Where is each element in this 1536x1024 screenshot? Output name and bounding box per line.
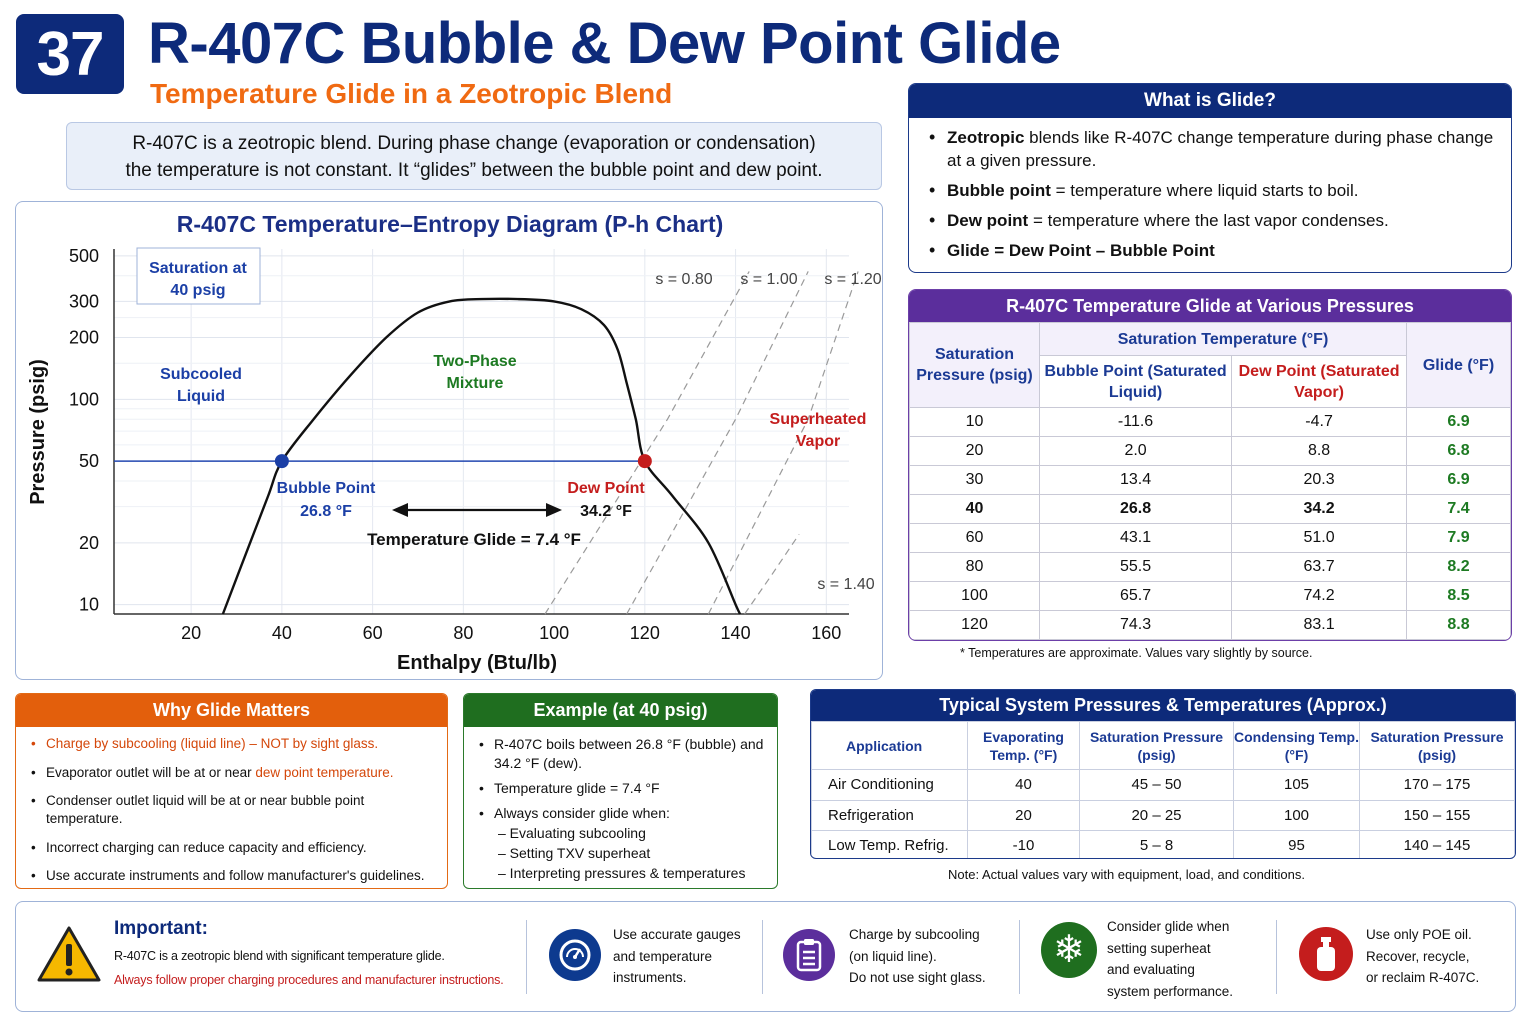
- why-glide-matters-box: [15, 693, 448, 889]
- page-subtitle: Temperature Glide in a Zeotropic Blend: [150, 78, 673, 109]
- what-is-glide-title: What is Glide?: [909, 84, 1511, 118]
- y-tick-label: 500: [68, 245, 99, 266]
- row-bubble: 74.3: [1040, 611, 1232, 640]
- intro-line-2: the temperature is not constant. It “glides” between the bubble point and dew point.: [125, 160, 823, 181]
- dew-point-marker: [638, 454, 652, 468]
- glide-table-row: [910, 437, 1511, 466]
- row-pressure: 20: [910, 437, 1040, 466]
- row-bubble: 65.7: [1040, 582, 1232, 611]
- superheated-label-2: Vapor: [795, 433, 841, 450]
- y-tick-label: 100: [68, 389, 99, 410]
- bubble-point-label: Bubble Point: [276, 480, 376, 497]
- sys-col-cond-temp: Condensing Temp. (°F): [1234, 722, 1360, 770]
- example-list: [464, 727, 777, 883]
- system-table: [811, 721, 1515, 859]
- bubble-point-value: 26.8 °F: [300, 503, 352, 520]
- footer-divider: [1276, 920, 1277, 994]
- two-phase-label-2: Mixture: [446, 375, 504, 392]
- entropy-line-label: s = 0.80: [655, 271, 713, 288]
- tip-oil-line-2: Recover, recycle,: [1366, 948, 1470, 964]
- glide-item-bubble: [927, 179, 1497, 202]
- glide-table: [909, 322, 1511, 640]
- sys-col-evap-temp: Evaporating Temp. (°F): [968, 722, 1080, 770]
- glide-table-title: R-407C Temperature Glide at Various Pressures: [909, 290, 1511, 322]
- important-title: Important:: [114, 918, 208, 939]
- row-glide: 7.4: [1407, 495, 1511, 524]
- sys-evap-temp: 20: [968, 800, 1080, 831]
- y-tick-label: 200: [68, 327, 99, 348]
- glide-item-formula: [927, 239, 1497, 262]
- glide-item-zeotropic-term: Zeotropic: [947, 128, 1025, 147]
- sys-evap-pressure: 20 – 25: [1080, 800, 1234, 831]
- glide-table-row: [910, 408, 1511, 437]
- system-table-row: [812, 770, 1515, 801]
- tip-oil: [1366, 924, 1479, 989]
- ph-chart: [16, 202, 884, 681]
- x-axis-label: Enthalpy (Btu/lb): [397, 652, 557, 674]
- tip-subcooling-line-2: (on liquid line).: [849, 948, 937, 964]
- dew-point-value: 34.2 °F: [580, 503, 632, 520]
- why-list: [16, 727, 447, 885]
- why-item-dew-highlight: dew point temperature.: [255, 764, 394, 780]
- y-axis-label: Pressure (psig): [27, 359, 49, 505]
- glide-table-row: [910, 582, 1511, 611]
- row-dew: 63.7: [1232, 553, 1407, 582]
- row-glide: 7.9: [1407, 524, 1511, 553]
- glide-table-body: [910, 408, 1511, 640]
- sys-application: Refrigeration: [812, 800, 968, 831]
- row-glide: 6.8: [1407, 437, 1511, 466]
- tip-glide: [1107, 916, 1233, 1002]
- row-glide: 6.9: [1407, 466, 1511, 495]
- glide-table-row: [910, 495, 1511, 524]
- example-title: Example (at 40 psig): [464, 694, 777, 727]
- chart-title: R-407C Temperature–Entropy Diagram (P-h Chart): [176, 211, 724, 237]
- tip-glide-line-2: setting superheat: [1107, 940, 1211, 956]
- row-dew: 8.8: [1232, 437, 1407, 466]
- sys-cond-temp: 95: [1234, 831, 1360, 860]
- warning-icon: [36, 924, 102, 984]
- sys-col-application: Application: [812, 722, 968, 770]
- tip-glide-line-4: system performance.: [1107, 983, 1234, 999]
- glide-table-row: [910, 553, 1511, 582]
- sys-application: Low Temp. Refrig.: [812, 831, 968, 860]
- tip-glide-line-1: Consider glide when: [1107, 919, 1230, 934]
- why-item-evaporator: [28, 764, 439, 782]
- glide-table-box: [908, 289, 1512, 641]
- glide-item-zeotropic-text: blends like R-407C change temperature during phase change at a given pressure.: [947, 128, 1494, 170]
- sys-col-cond-pressure: Saturation Pressure (psig): [1360, 722, 1515, 770]
- x-tick-label: 20: [181, 623, 202, 643]
- col-sat-temp-header: Saturation Temperature (°F): [1040, 323, 1407, 356]
- page-title: R-407C Bubble & Dew Point Glide: [148, 11, 1061, 76]
- col-pressure-header: Saturation Pressure (psig): [910, 323, 1040, 408]
- x-tick-label: 140: [720, 623, 751, 643]
- entropy-line-label: s = 1.20: [824, 271, 882, 288]
- footer-divider: [1019, 920, 1020, 994]
- footer-divider: [526, 920, 527, 994]
- sys-evap-temp: 40: [968, 770, 1080, 801]
- glide-item-formula-term: Glide = Dew Point – Bubble Point: [947, 241, 1215, 260]
- what-is-glide-box: [908, 83, 1512, 273]
- important-line-1: R-407C is a zeotropic blend with significant temperature glide.: [114, 949, 445, 963]
- saturation-box-line-2: 40 psig: [170, 282, 226, 299]
- glide-item-bubble-text: = temperature where liquid starts to boil.: [1050, 181, 1359, 200]
- dew-point-label: Dew Point: [567, 480, 645, 497]
- why-item-instruments: • Use accurate instruments and follow manufacturer's guidelines.: [28, 867, 439, 885]
- why-item-condenser: • Condenser outlet liquid will be at or near bubble point temperature.: [28, 792, 439, 828]
- why-item-subcooling: • Charge by subcooling (liquid line) – NOT by sight glass.: [28, 735, 439, 753]
- sys-cond-pressure: 170 – 175: [1360, 770, 1515, 801]
- entropy-line-label: s = 1.40: [817, 576, 875, 593]
- two-phase-label-1: Two-Phase: [433, 353, 517, 370]
- gauge-icon: [549, 929, 601, 981]
- row-pressure: 30: [910, 466, 1040, 495]
- system-table-body: [812, 770, 1515, 860]
- x-tick-label: 80: [453, 623, 474, 643]
- x-tick-label: 40: [271, 623, 292, 643]
- y-tick-label: 50: [78, 451, 99, 472]
- row-bubble: 43.1: [1040, 524, 1232, 553]
- section-number-badge: 37: [16, 14, 124, 94]
- col-glide-header: Glide (°F): [1407, 323, 1511, 408]
- x-tick-label: 100: [539, 623, 570, 643]
- sys-evap-temp: -10: [968, 831, 1080, 860]
- tip-subcooling-line-3: Do not use sight glass.: [849, 970, 986, 985]
- row-pressure: 60: [910, 524, 1040, 553]
- x-tick-label: 120: [629, 623, 660, 643]
- col-dew-header: Dew Point (Saturated Vapor): [1232, 356, 1407, 408]
- system-table-title: Typical System Pressures & Temperatures (Approx.): [811, 690, 1515, 721]
- glide-table-row: [910, 466, 1511, 495]
- why-item-evaporator-text: Evaporator outlet will be at or near: [46, 764, 256, 780]
- row-bubble: 55.5: [1040, 553, 1232, 582]
- snowflake-icon: ❄: [1041, 922, 1097, 978]
- why-item-charging: • Incorrect charging can reduce capacity and efficiency.: [28, 839, 439, 857]
- row-glide: 8.2: [1407, 553, 1511, 582]
- row-pressure: 40: [910, 495, 1040, 524]
- row-dew: 34.2: [1232, 495, 1407, 524]
- system-table-row: [812, 831, 1515, 860]
- tip-oil-line-3: or reclaim R-407C.: [1366, 970, 1480, 985]
- row-bubble: 2.0: [1040, 437, 1232, 466]
- example-sub-superheat: – Setting TXV superheat: [498, 845, 651, 861]
- footer-tips: [15, 901, 1516, 1012]
- sys-cond-pressure: 150 – 155: [1360, 800, 1515, 831]
- glide-arrow-left-head: [392, 503, 408, 517]
- sys-evap-pressure: 5 – 8: [1080, 831, 1234, 860]
- glide-item-bubble-term: Bubble point: [947, 181, 1051, 200]
- row-bubble: 13.4: [1040, 466, 1232, 495]
- glide-item-zeotropic: [927, 126, 1497, 172]
- oil-bottle-icon: [1299, 927, 1353, 981]
- y-tick-label: 300: [68, 291, 99, 312]
- example-sub-subcooling: – Evaluating subcooling: [498, 825, 646, 841]
- clipboard-icon: [783, 929, 835, 981]
- row-dew: 51.0: [1232, 524, 1407, 553]
- sys-cond-temp: 105: [1234, 770, 1360, 801]
- tip-gauges-line-2: and temperature: [613, 948, 713, 964]
- glide-table-row: [910, 524, 1511, 553]
- example-item-glide: • Temperature glide = 7.4 °F: [476, 779, 769, 798]
- bubble-point-marker: [275, 454, 289, 468]
- subcooled-label-1: Subcooled: [160, 366, 242, 383]
- intro-line-1: R-407C is a zeotropic blend. During phase change (evaporation or condensation): [132, 133, 816, 154]
- saturation-dome: [223, 299, 740, 614]
- entropy-line: [745, 534, 800, 614]
- row-pressure: 10: [910, 408, 1040, 437]
- x-tick-label: 60: [362, 623, 383, 643]
- tip-subcooling-line-1: Charge by subcooling: [849, 927, 980, 942]
- glide-item-dew: [927, 209, 1497, 232]
- row-bubble: -11.6: [1040, 408, 1232, 437]
- entropy-line-label: s = 1.00: [740, 271, 798, 288]
- intro-box: [66, 122, 882, 190]
- system-table-note: Note: Actual values vary with equipment, load, and conditions.: [948, 867, 1305, 882]
- row-dew: 74.2: [1232, 582, 1407, 611]
- example-item-boils: • R-407C boils between 26.8 °F (bubble) and 34.2 °F (dew).: [476, 735, 769, 773]
- example-sub-pressures: – Interpreting pressures & temperatures: [498, 865, 746, 881]
- glide-definition-list: [909, 118, 1511, 262]
- tip-gauges-line-1: Use accurate gauges: [613, 927, 741, 942]
- system-pressures-box: [810, 689, 1516, 859]
- row-dew: 20.3: [1232, 466, 1407, 495]
- tip-gauges: [613, 924, 741, 989]
- glide-table-row: [910, 611, 1511, 640]
- ph-chart-panel: [15, 201, 883, 680]
- tip-subcooling: [849, 924, 986, 989]
- sys-col-evap-pressure: Saturation Pressure (psig): [1080, 722, 1234, 770]
- row-glide: 8.8: [1407, 611, 1511, 640]
- glide-item-dew-text: = temperature where the last vapor condenses.: [1028, 211, 1389, 230]
- row-pressure: 120: [910, 611, 1040, 640]
- example-item-consider: • Always consider glide when:: [476, 804, 769, 823]
- x-tick-label: 160: [811, 623, 842, 643]
- y-tick-label: 20: [78, 532, 99, 553]
- system-table-row: [812, 800, 1515, 831]
- glide-annotation: Temperature Glide = 7.4 °F: [367, 530, 581, 549]
- subcooled-label-2: Liquid: [177, 388, 225, 405]
- row-bubble: 26.8: [1040, 495, 1232, 524]
- row-glide: 6.9: [1407, 408, 1511, 437]
- col-bubble-header: Bubble Point (Saturated Liquid): [1040, 356, 1232, 408]
- saturation-box-line-1: Saturation at: [149, 260, 247, 277]
- tip-gauges-line-3: instruments.: [613, 970, 687, 985]
- important-line-2: Always follow proper charging procedures and manufacturer instructions.: [114, 973, 504, 987]
- superheated-label-1: Superheated: [769, 411, 867, 428]
- y-tick-label: 10: [78, 594, 99, 615]
- row-dew: -4.7: [1232, 408, 1407, 437]
- sys-cond-temp: 100: [1234, 800, 1360, 831]
- row-pressure: 80: [910, 553, 1040, 582]
- sys-evap-pressure: 45 – 50: [1080, 770, 1234, 801]
- footer-divider: [762, 920, 763, 994]
- glide-item-dew-term: Dew point: [947, 211, 1029, 230]
- example-box: [463, 693, 778, 889]
- glide-table-note: * Temperatures are approximate. Values vary slightly by source.: [960, 646, 1313, 660]
- tip-glide-line-3: and evaluating: [1107, 962, 1195, 977]
- row-pressure: 100: [910, 582, 1040, 611]
- sys-cond-pressure: 140 – 145: [1360, 831, 1515, 860]
- row-dew: 83.1: [1232, 611, 1407, 640]
- row-glide: 8.5: [1407, 582, 1511, 611]
- tip-oil-line-1: Use only POE oil.: [1366, 927, 1472, 942]
- why-glide-title: Why Glide Matters: [16, 694, 447, 727]
- sys-application: Air Conditioning: [812, 770, 968, 801]
